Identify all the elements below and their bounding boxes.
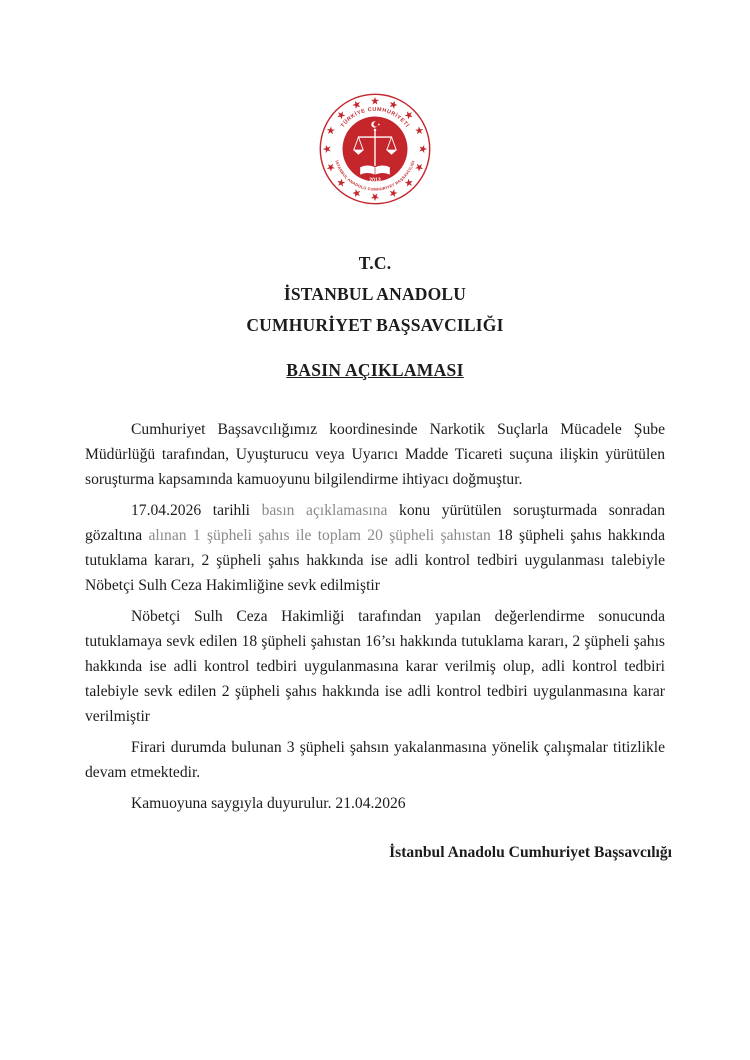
paragraph-detention xyxy=(85,498,665,598)
emblem-bottom-arc-text: İSTANBUL ANADOLU CUMHURİYET BAŞSAVCILIĞI xyxy=(334,159,416,192)
document-subject-title: BASIN AÇIKLAMASI xyxy=(286,360,464,380)
paragraph-intro: Cumhuriyet Başsavcılığımız koordinesinde Narkotik Suçlarla Mücadele Şube Müdürlüğü tarafından, Uyuşturucu veya Uyarıcı Madde Ticareti suçuna ilişkin yürütülen soruşturma kapsamında kamuoyunu bilgilendirme ihtiyacı doğmuştur. xyxy=(85,421,665,488)
emblem-top-arc-text: TÜRKİYE CUMHURİYETİ xyxy=(340,106,411,129)
paragraph-announcement-date: Kamuoyuna saygıyla duyurulur. 21.04.2026 xyxy=(131,795,406,812)
signature: İstanbul Anadolu Cumhuriyet Başsavcılığı xyxy=(389,844,672,861)
emblem-year: 2013 xyxy=(369,177,381,184)
paragraph-fugitives: Firari durumda bulunan 3 şüpheli şahsın yakalanmasına yönelik çalışmalar titizlikle devam etmektedir. xyxy=(85,739,665,781)
header-bassavcilik: CUMHURİYET BAŞSAVCILIĞI xyxy=(246,315,504,335)
p2-segment-1: 17.04.2026 tarihli xyxy=(131,502,262,519)
document-header xyxy=(0,248,750,341)
ministry-emblem xyxy=(0,0,750,206)
header-istanbul-anadolu: İSTANBUL ANADOLU xyxy=(283,284,467,304)
document-body xyxy=(85,417,665,816)
p2-segment-4-faded: alınan 1 şüpheli şahıs ile toplam 20 şüpheli şahıstan xyxy=(148,527,491,544)
p2-segment-3: konu yürütülen soruşturmada sonradan gözaltına xyxy=(85,502,665,544)
header-tc: T.C. xyxy=(358,253,392,273)
p2-segment-5: 18 şüpheli şahıs hakkında tutuklama kararı, 2 şüpheli şahıs hakkında ise adli kontrol tedbiri uygulanması talebiyle Nöbetçi Sulh Ceza Hakimliğine sevk edilmiştir xyxy=(85,527,665,594)
paragraph-court-decision: Nöbetçi Sulh Ceza Hakimliği tarafından yapılan değerlendirme sonucunda tutuklamaya sevk edilen 18 şüpheli şahıstan 16’sı hakkında tutuklama kararı, 2 şüpheli şahıs hakkında ise adli kontrol tedbiri uygulanmasına karar verilmiş olup, adli kontrol tedbiri talebiyle sevk edilen 2 şüpheli şahıs hakkında ise adli kontrol tedbiri uygulanmasına karar verilmiştir xyxy=(85,608,665,725)
p2-segment-2-faded: basın açıklamasına xyxy=(261,502,388,519)
justice-emblem-icon xyxy=(318,92,432,206)
